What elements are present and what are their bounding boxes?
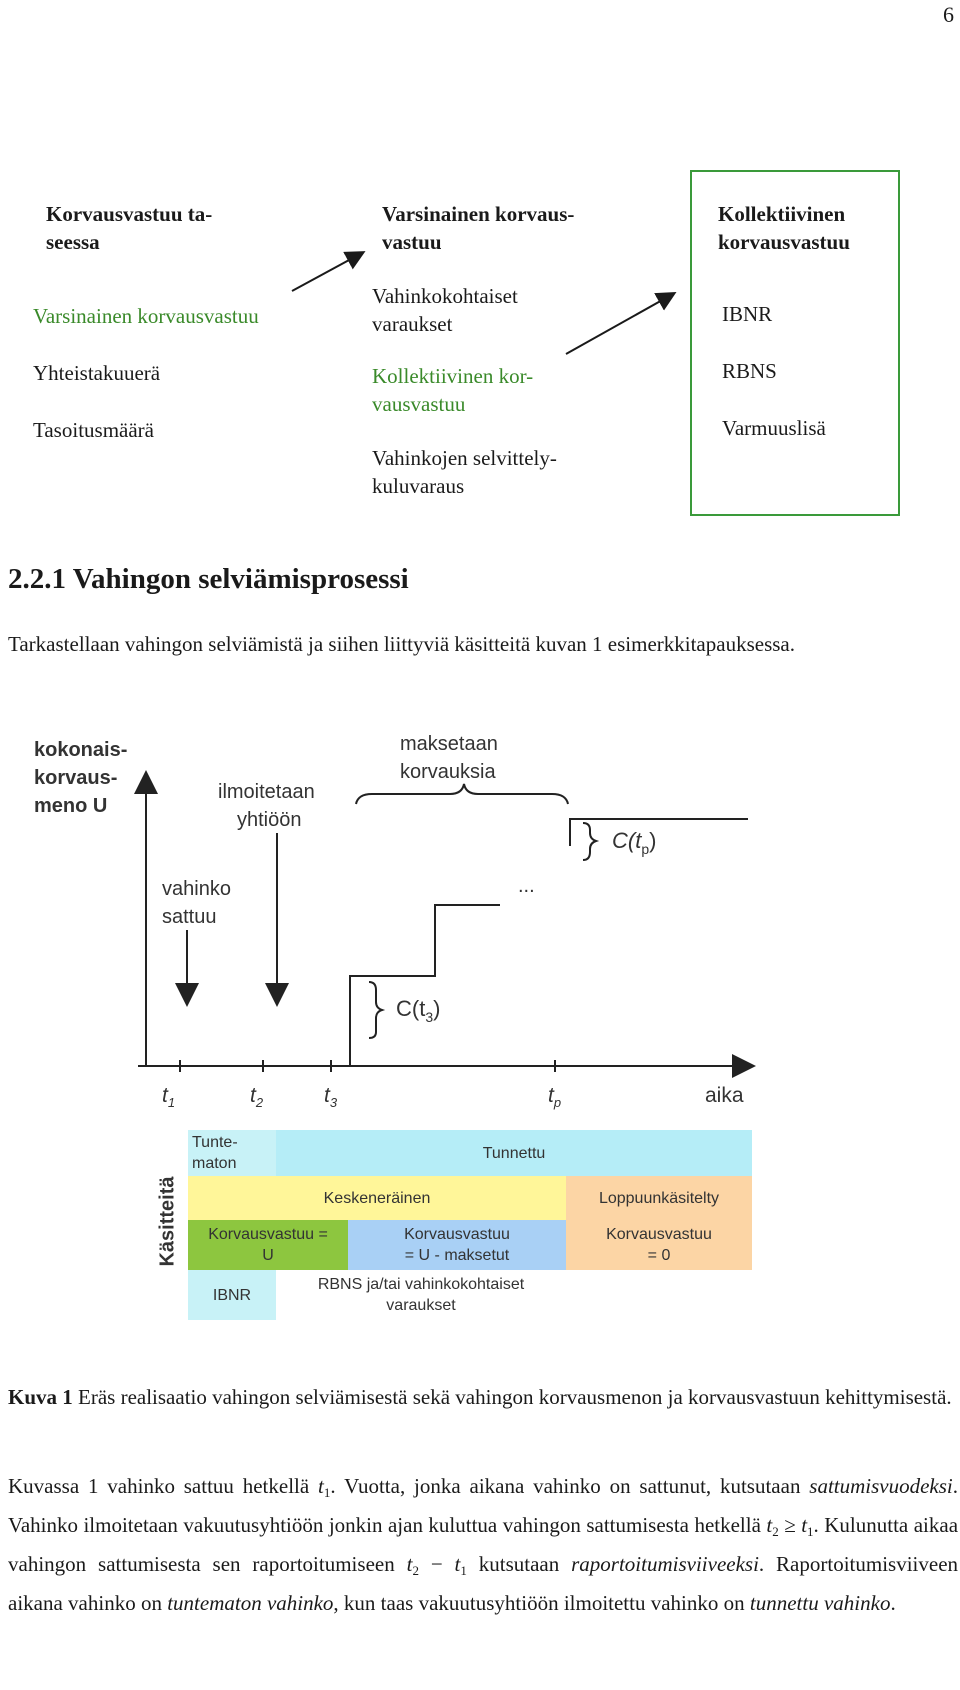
cell-liability-u: Korvausvastuu = U (188, 1220, 348, 1270)
column-1-item-3: Tasoitusmäärä (33, 418, 154, 442)
concepts-side-label: Käsitteitä (156, 1176, 179, 1267)
tick-label-tp: $t_p$ (548, 1084, 562, 1110)
term-occurrence-year: sattumisvuodeksi (809, 1474, 953, 1498)
column-2-item-3: Vahinkojen selvittely- kuluvaraus (372, 446, 557, 498)
cell-in-progress: Keskeneräinen (188, 1176, 566, 1220)
diagram-arrows (0, 0, 960, 520)
figure-caption (8, 1382, 958, 1412)
cell-closed: Loppuunkäsitelty (566, 1176, 752, 1220)
occurred-label-line-2: sattuu (162, 906, 217, 928)
c-t3-label: $C(t_3)$ (396, 996, 441, 1025)
tick-label-t1: $t_1$ (162, 1084, 176, 1110)
caption-text: Eräs realisaatio vahingon selviämisestä sekä vahingon korvausmenon ja korvausvastuun kehittymisestä. (72, 1385, 952, 1409)
intro-paragraph: Tarkastellaan vahingon selviämistä ja siihen liittyviä käsitteitä kuvan 1 esimerkkitapauksessa. (8, 632, 795, 656)
cell-ibnr: IBNR (188, 1270, 276, 1320)
arrow-to-column-3 (566, 294, 673, 354)
y-axis-label-line-2: korvaus- (34, 767, 118, 789)
ellipsis: ... (518, 875, 535, 897)
arrow-to-column-2 (292, 253, 362, 291)
cell-unknown: Tunte- maton (188, 1130, 276, 1176)
column-3-item-3: Varmuuslisä (722, 416, 826, 440)
column-3-heading: Kollektiivinen korvausvastuu (718, 202, 850, 254)
term-unknown-claim: tuntematon vahinko (167, 1591, 334, 1615)
c-tp-label: $C(t_p)$ (612, 828, 657, 857)
body-paragraph: Kuvassa 1 vahinko sattuu hetkellä $t_1$. Vuotta, jonka aikana vahinko on sattunut, kutsutaan sattumisvuodeksi. Vahinko ilmoitetaan vakuutusyhtiöön jonkin ajan kuluttua vahingon sattumisesta hetkellä $t_2 \ge t_1$. Kulunutta aikaa vahingon sattumisesta sen raportoitumiseen $t_2 - t_1$ kutsutaan raportoitumisviiveeksi. Raportoitumisviiveen aikana vahinko on tuntematon vahinko, kun taas vakuutusyhtiöön ilmoitettu vahinko on tunnettu vahinko. (8, 1474, 959, 1615)
cell-known: Tunnettu (276, 1130, 752, 1176)
reported-label-line-2: yhtiöön (237, 809, 302, 831)
column-2-heading: Varsinainen korvaus- vastuu (382, 202, 575, 254)
cell-rbns: RBNS ja/tai vahinkokohtaiset varaukset (276, 1270, 566, 1320)
column-2-item-1: Vahinkokohtaiset varaukset (372, 284, 518, 336)
cumulative-payments-line-end (570, 819, 748, 846)
caption-label: Kuva 1 (8, 1385, 73, 1409)
page-number: 6 (943, 2, 954, 27)
tick-label-t3: $t_3$ (324, 1084, 338, 1110)
cell-liability-zero: Korvausvastuu = 0 (566, 1220, 752, 1270)
concepts-table (188, 1130, 752, 1320)
c-tp-brace (583, 823, 596, 860)
column-1-item-2: Yhteistakuuerä (33, 361, 161, 385)
tick-label-t2: $t_2$ (250, 1084, 264, 1110)
column-1-heading: Korvausvastuu ta- seessa (46, 202, 213, 254)
y-axis-label-line-3: meno U (34, 795, 108, 817)
c-t3-brace (369, 982, 382, 1038)
occurred-label-line-1: vahinko (162, 878, 231, 900)
term-reporting-delay: raportoitumisviiveeksi (571, 1552, 759, 1576)
paid-label-line-2: korvauksia (400, 761, 496, 783)
column-2-item-2: Kollektiivinen kor- vausvastuu (372, 364, 534, 416)
column-3-item-1: IBNR (722, 302, 773, 326)
y-axis-label-line-1: kokonais- (34, 739, 128, 761)
payments-brace (356, 784, 568, 804)
cumulative-payments-line (350, 905, 500, 1065)
x-axis-label: aika (705, 1084, 744, 1107)
term-known-claim: tunnettu vahinko (749, 1591, 891, 1615)
column-1-item-1: Varsinainen korvausvastuu (33, 304, 259, 328)
cell-liability-u-minus-paid: Korvausvastuu = U - maksetut (348, 1220, 566, 1270)
reported-label-line-1: ilmoitetaan (218, 781, 315, 803)
section-heading: 2.2.1 Vahingon selviämisprosessi (8, 563, 409, 595)
column-3-item-2: RBNS (722, 359, 777, 383)
paid-label-line-1: maksetaan (400, 733, 498, 755)
